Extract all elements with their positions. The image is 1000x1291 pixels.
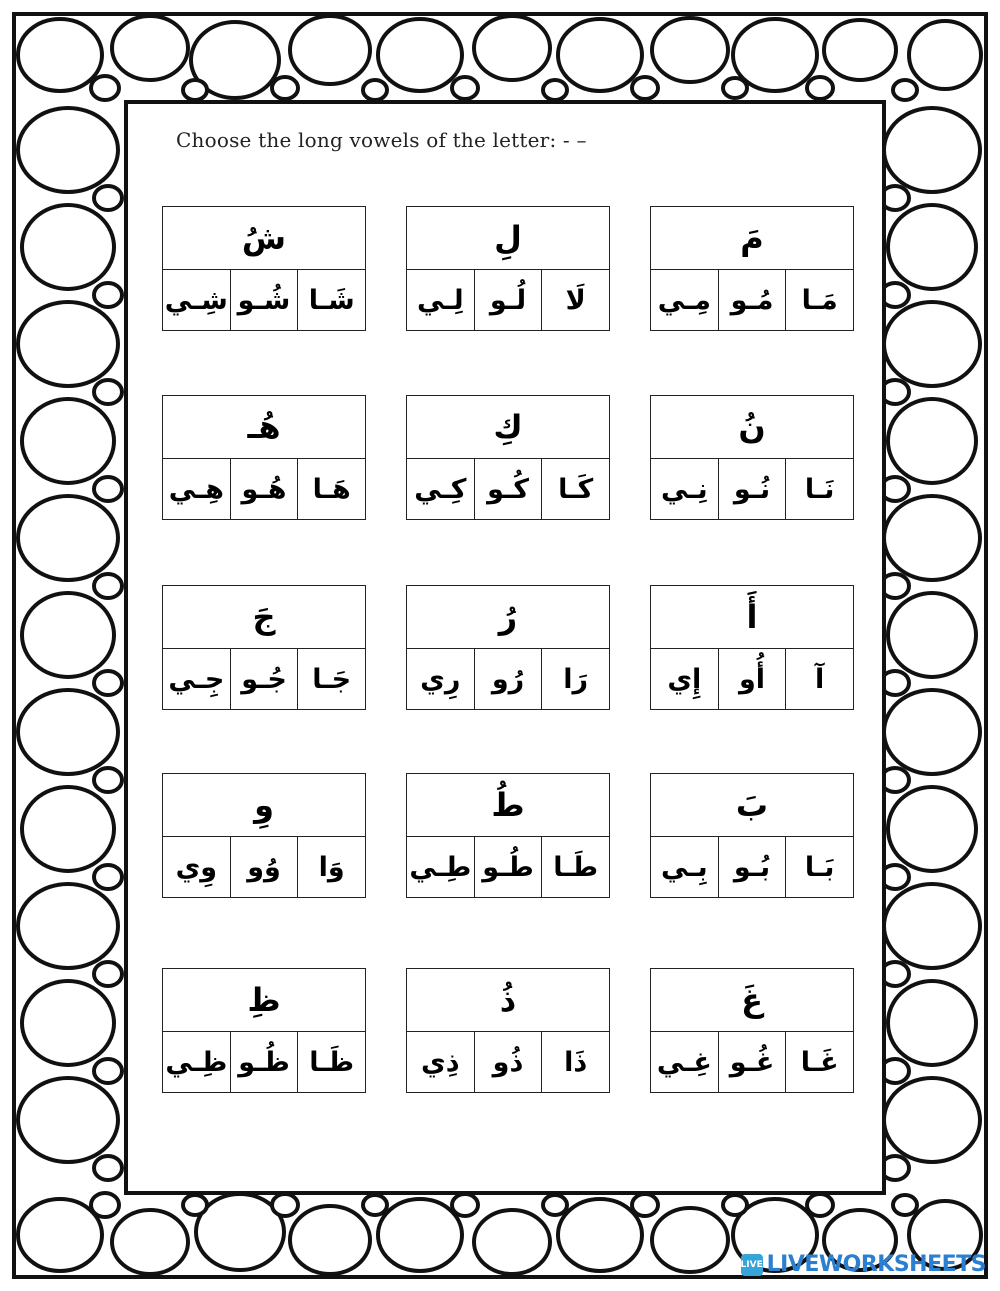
vowel-card: [406, 968, 610, 1093]
vowel-option[interactable]: وِي: [175, 852, 218, 883]
vowel-option[interactable]: نُـو: [718, 459, 786, 520]
bubble-circle: [452, 1194, 478, 1216]
bubble-circle: [18, 496, 118, 580]
vowel-option[interactable]: بَـا: [785, 837, 853, 898]
vowel-option[interactable]: هَـا: [297, 459, 365, 520]
bubble-circle: [112, 16, 188, 80]
bubble-circle: [94, 380, 122, 404]
bubble-circle: [378, 1199, 462, 1271]
bubble-circle: [94, 477, 122, 501]
bubble-circle: [558, 1199, 642, 1271]
vowel-option[interactable]: بُـو: [718, 837, 786, 898]
vowel-option[interactable]: وَا: [297, 837, 365, 898]
bubble-circle: [888, 593, 976, 677]
bubble-circle: [290, 16, 370, 84]
card-letter: أَ: [651, 586, 853, 649]
bubble-circle: [474, 16, 550, 80]
card-letter: طُ: [407, 774, 609, 837]
bubble-circle: [91, 1193, 119, 1217]
vowel-card: [406, 773, 610, 898]
bubble-circle: [824, 20, 896, 80]
vowel-option[interactable]: كَـا: [541, 459, 609, 520]
bubble-circle: [272, 1194, 298, 1216]
vowel-option[interactable]: مُـو: [718, 270, 786, 331]
vowel-option[interactable]: لِـي: [416, 285, 464, 316]
vowel-option[interactable]: ظِـي: [165, 1047, 228, 1078]
card-options-row: [651, 459, 853, 520]
vowel-card: [162, 395, 366, 520]
vowel-option[interactable]: غِـي: [656, 1047, 712, 1078]
bubble-circle: [18, 302, 118, 386]
bubble-circle: [632, 77, 658, 99]
bubble-circle: [884, 1078, 980, 1162]
vowel-option[interactable]: طُـو: [474, 837, 542, 898]
card-letter: ظِ: [163, 969, 365, 1032]
card-options-row: [407, 649, 609, 710]
card-options-row: [407, 1032, 609, 1093]
card-letter: نُ: [651, 396, 853, 459]
card-options-row: [163, 270, 365, 331]
vowel-card: [650, 206, 854, 331]
vowel-card: [650, 773, 854, 898]
bubble-circle: [290, 1206, 370, 1274]
vowel-card: [162, 968, 366, 1093]
vowel-option[interactable]: طَـا: [541, 837, 609, 898]
vowel-option[interactable]: ظُـو: [230, 1032, 298, 1093]
bubble-circle: [452, 77, 478, 99]
bubble-circle: [18, 108, 118, 192]
bubble-circle: [18, 1199, 102, 1271]
bubble-circle: [363, 80, 387, 100]
vowel-option[interactable]: شَـا: [297, 270, 365, 331]
bubble-circle: [884, 108, 980, 192]
bubble-circle: [888, 205, 976, 289]
vowel-option[interactable]: أُو: [718, 649, 786, 710]
vowel-option[interactable]: شِـي: [164, 285, 228, 316]
vowel-card: [162, 773, 366, 898]
bubble-circle: [807, 77, 833, 99]
bubble-circle: [888, 981, 976, 1065]
bubble-circle: [22, 593, 114, 677]
vowel-card: [406, 395, 610, 520]
card-options-row: [163, 837, 365, 898]
card-letter: شُ: [163, 207, 365, 270]
bubble-circle: [543, 80, 567, 100]
vowel-option[interactable]: غُـو: [718, 1032, 786, 1093]
card-options-row: [651, 649, 853, 710]
liveworksheets-logo: [741, 1252, 986, 1277]
vowel-option[interactable]: آ: [785, 649, 853, 710]
card-letter: وِ: [163, 774, 365, 837]
card-options-row: [163, 649, 365, 710]
bubble-circle: [888, 399, 976, 483]
logo-text: LIVEWORKSHEETS: [766, 1252, 986, 1277]
vowel-card: [650, 585, 854, 710]
bubble-circle: [94, 768, 122, 792]
bubble-circle: [183, 1195, 207, 1215]
bubble-circle: [652, 1208, 728, 1272]
vowel-option[interactable]: غَـا: [785, 1032, 853, 1093]
bubble-circle: [18, 1078, 118, 1162]
vowel-option[interactable]: ذِي: [421, 1047, 460, 1078]
vowel-option[interactable]: جَـا: [297, 649, 365, 710]
card-letter: بَ: [651, 774, 853, 837]
vowel-option[interactable]: مِـي: [657, 285, 711, 316]
vowel-option[interactable]: رَا: [541, 649, 609, 710]
vowel-option[interactable]: مَـا: [785, 270, 853, 331]
vowel-option[interactable]: رِي: [420, 664, 461, 695]
vowel-option[interactable]: لُـو: [474, 270, 542, 331]
card-options-row: [163, 459, 365, 520]
bubble-circle: [723, 1195, 747, 1215]
vowel-option[interactable]: ظَـا: [297, 1032, 365, 1093]
vowel-option[interactable]: ذَا: [541, 1032, 609, 1093]
vowel-option[interactable]: كِـي: [414, 474, 467, 505]
bubble-circle: [183, 80, 207, 100]
instruction-text: Choose the long vowels of the letter: - –: [176, 128, 587, 152]
bubble-circle: [363, 1195, 387, 1215]
vowel-option[interactable]: هِـي: [168, 474, 224, 505]
vowel-option[interactable]: كُـو: [474, 459, 542, 520]
card-letter: مَ: [651, 207, 853, 270]
bubble-circle: [543, 1195, 567, 1215]
vowel-card: [650, 395, 854, 520]
bubble-circle: [94, 574, 122, 598]
bubble-circle: [884, 884, 980, 968]
bubble-circle: [22, 205, 114, 289]
bubble-circle: [558, 19, 642, 91]
card-letter: غَ: [651, 969, 853, 1032]
vowel-card: [406, 206, 610, 331]
vowel-option[interactable]: ذُو: [474, 1032, 542, 1093]
card-options-row: [407, 459, 609, 520]
bubble-circle: [474, 1210, 550, 1274]
card-letter: جَ: [163, 586, 365, 649]
bubble-circle: [94, 1059, 122, 1083]
bubble-circle: [893, 1195, 917, 1215]
vowel-option[interactable]: إِي: [667, 664, 702, 695]
bubble-circle: [884, 496, 980, 580]
bubble-circle: [22, 399, 114, 483]
bubble-circle: [272, 77, 298, 99]
bubble-circle: [22, 787, 114, 871]
vowel-option[interactable]: جِـي: [168, 664, 225, 695]
bubble-circle: [94, 865, 122, 889]
bubble-circle: [893, 80, 917, 100]
bubble-circle: [22, 981, 114, 1065]
card-letter: لِ: [407, 207, 609, 270]
vowel-option[interactable]: هُـو: [230, 459, 298, 520]
bubble-circle: [94, 186, 122, 210]
vowel-option[interactable]: نِـي: [660, 474, 708, 505]
bubble-circle: [112, 1210, 188, 1274]
vowel-option[interactable]: طِـي: [409, 852, 472, 883]
vowel-option[interactable]: بِـي: [660, 852, 708, 883]
card-letter: ذُ: [407, 969, 609, 1032]
bubble-circle: [94, 671, 122, 695]
bubble-circle: [18, 690, 118, 774]
bubble-circle: [94, 283, 122, 307]
bubble-circle: [18, 19, 102, 91]
card-letter: رُ: [407, 586, 609, 649]
vowel-option[interactable]: لَا: [541, 270, 609, 331]
card-letter: هُـ: [163, 396, 365, 459]
vowel-option[interactable]: جُـو: [230, 649, 298, 710]
vowel-card: [650, 968, 854, 1093]
bubble-circle: [652, 18, 728, 82]
vowel-option[interactable]: شُـو: [230, 270, 298, 331]
card-options-row: [651, 270, 853, 331]
logo-badge-icon: LIVE: [741, 1254, 763, 1276]
bubble-circle: [94, 962, 122, 986]
vowel-card: [162, 206, 366, 331]
bubble-circle: [632, 1194, 658, 1216]
vowel-option[interactable]: وُو: [230, 837, 298, 898]
card-options-row: [163, 1032, 365, 1093]
vowel-option[interactable]: نَـا: [785, 459, 853, 520]
bubble-circle: [91, 76, 119, 100]
card-options-row: [407, 837, 609, 898]
bubble-circle: [909, 21, 981, 89]
bubble-circle: [884, 302, 980, 386]
vowel-option[interactable]: رُو: [474, 649, 542, 710]
bubble-circle: [18, 884, 118, 968]
card-letter: كِ: [407, 396, 609, 459]
vowel-card: [406, 585, 610, 710]
bubble-circle: [378, 19, 462, 91]
bubble-circle: [888, 787, 976, 871]
vowel-card: [162, 585, 366, 710]
bubble-circle: [94, 1156, 122, 1180]
bubble-circle: [723, 78, 747, 98]
bubble-circle: [807, 1194, 833, 1216]
card-options-row: [651, 1032, 853, 1093]
bubble-circle: [884, 690, 980, 774]
card-options-row: [407, 270, 609, 331]
card-options-row: [651, 837, 853, 898]
